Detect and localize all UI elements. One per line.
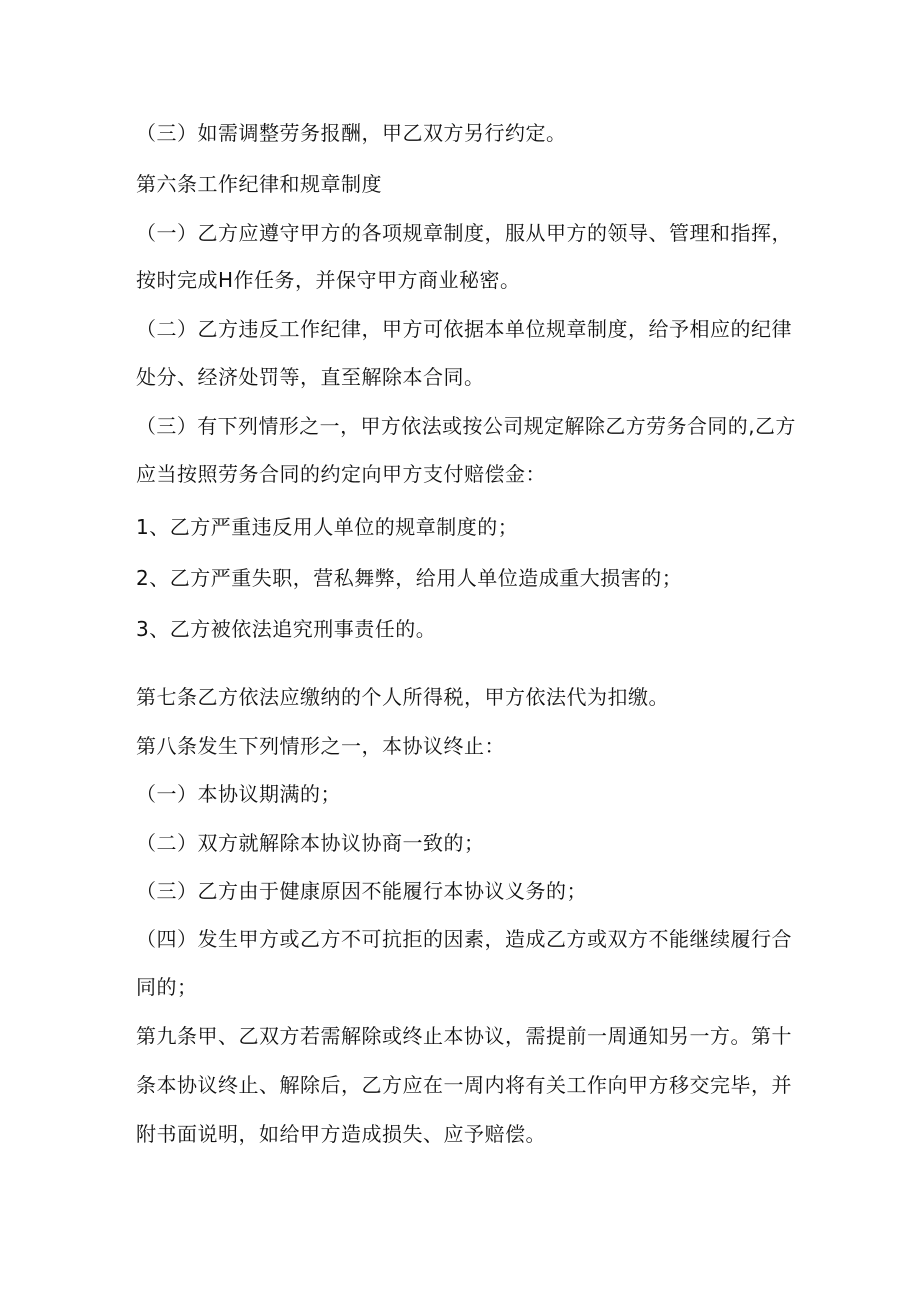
- list-item: 2、乙方严重失职，营私舞弊，给用人单位造成重大损害的；: [136, 566, 683, 590]
- text-line: 处分、经济处罚等，直至解除本合同。: [136, 365, 485, 389]
- text-line: 按时完成H作任务，并保守甲方商业秘密。: [136, 268, 521, 292]
- text-line: 附书面说明，如给甲方造成损失、应予赔偿。: [136, 1122, 546, 1146]
- text-line: （三）如需调整劳务报酬，甲乙双方另行约定。: [136, 121, 567, 145]
- text-line: （一）乙方应遵守甲方的各项规章制度，服从甲方的领导、管理和指挥，: [136, 221, 792, 245]
- text-line: 同的；: [136, 975, 198, 999]
- text-line: 条本协议终止、解除后，乙方应在一周内将有关工作向甲方移交完毕，并: [136, 1073, 792, 1097]
- text-line: （二）乙方违反工作纪律，甲方可依据本单位规章制度，给予相应的纪律: [136, 317, 792, 341]
- list-item: （四）发生甲方或乙方不可抗拒的因素，造成乙方或双方不能继续履行合: [136, 927, 792, 951]
- list-item: 1、乙方严重违反用人单位的规章制度的；: [136, 515, 519, 539]
- text-line: （三）有下列情形之一，甲方依法或按公司规定解除乙方劳务合同的,乙方: [136, 414, 796, 438]
- list-item: 3、乙方被依法追究刑事责任的。: [136, 617, 437, 641]
- section-heading: 第八条发生下列情形之一，本协议终止：: [136, 734, 505, 758]
- list-item: （三）乙方由于健康原因不能履行本协议义务的；: [136, 879, 587, 903]
- list-item: （一）本协议期满的；: [136, 782, 341, 806]
- section-heading: 第九条甲、乙双方若需解除或终止本协议，需提前一周通知另一方。第十: [136, 1024, 792, 1048]
- section-heading: 第六条工作纪律和规章制度: [136, 172, 382, 196]
- list-item: （二）双方就解除本协议协商一致的；: [136, 831, 485, 855]
- text-line: 应当按照劳务合同的约定向甲方支付赔偿金：: [136, 462, 546, 486]
- section-heading: 第七条乙方依法应缴纳的个人所得税，甲方依法代为扣缴。: [136, 685, 669, 709]
